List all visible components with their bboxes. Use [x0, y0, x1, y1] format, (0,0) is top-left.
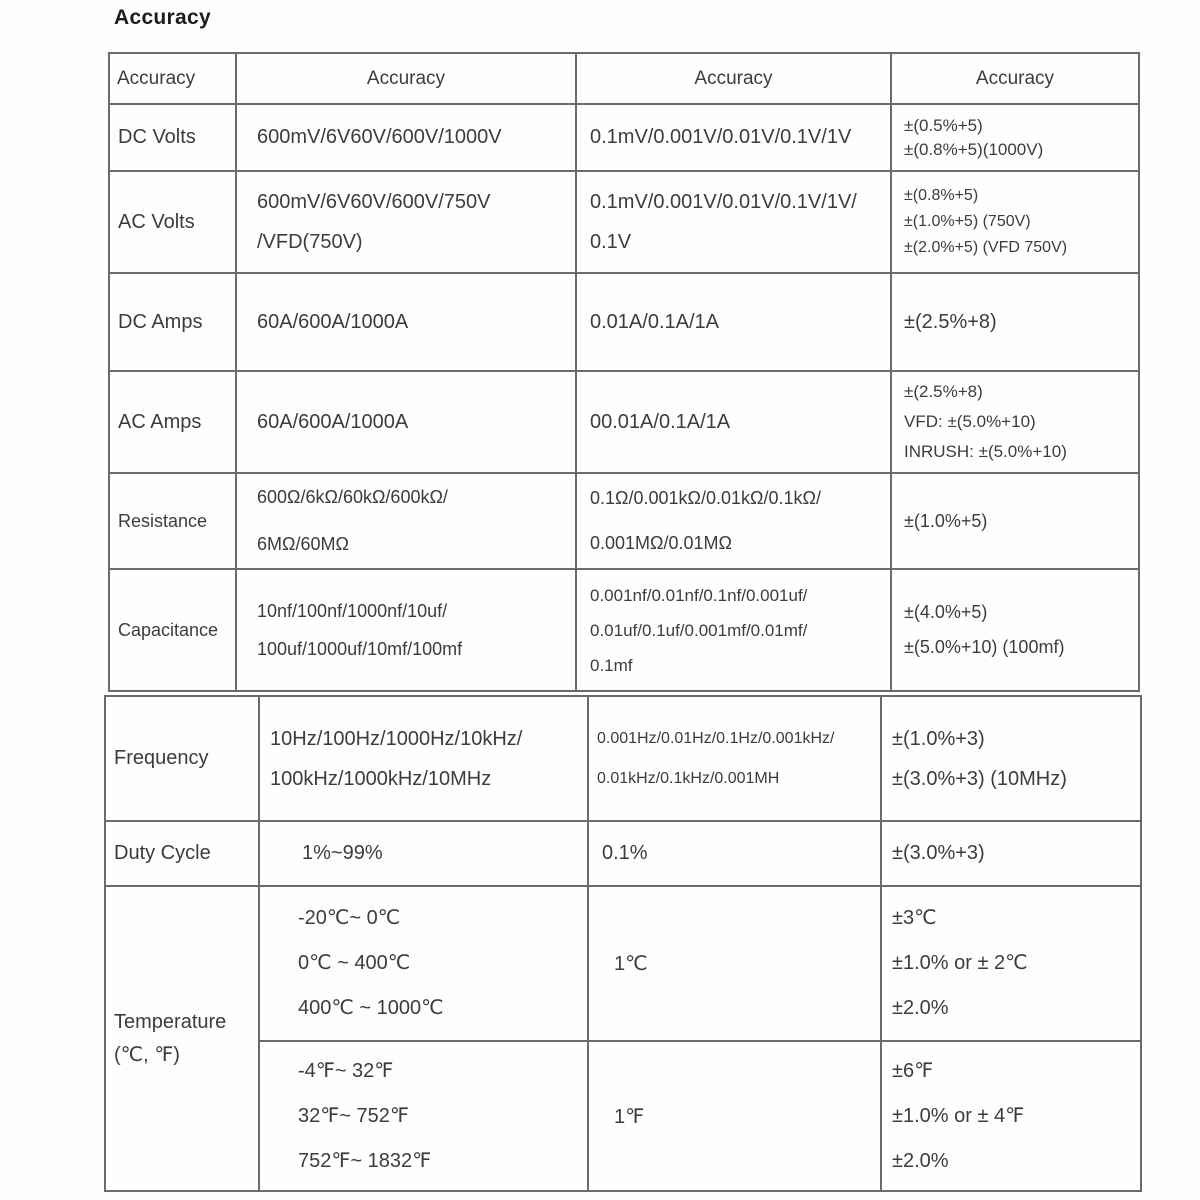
- table-row-temperature-fahrenheit: [105, 1041, 1141, 1191]
- cell-line: -4℉~ 32℉: [298, 1059, 394, 1082]
- frequency-resolution: [588, 696, 881, 821]
- ac-amps-resolution: 00.01A/0.1A/1A: [576, 371, 891, 473]
- table-row-ac-amps: [109, 371, 1139, 473]
- accuracy-table-main: [108, 52, 1140, 692]
- cell-line: 752℉~ 1832℉: [298, 1149, 432, 1172]
- header-cell-range: Accuracy: [236, 53, 576, 104]
- capacitance-range: [236, 569, 576, 691]
- ac-volts-resolution: [576, 171, 891, 273]
- table-row-temperature-celsius: [105, 886, 1141, 1041]
- dc-volts-accuracy: [891, 104, 1139, 171]
- cell-line: ±(0.5%+5): [904, 115, 983, 135]
- temperature-label: [105, 886, 259, 1191]
- duty-cycle-label: Duty Cycle: [105, 821, 259, 886]
- table-row-dc-volts: [109, 104, 1139, 171]
- resistance-range: [236, 473, 576, 569]
- dc-volts-range: 600mV/6V60V/600V/1000V: [236, 104, 576, 171]
- ac-volts-range: [236, 171, 576, 273]
- resistance-resolution: [576, 473, 891, 569]
- accuracy-table-secondary: [104, 695, 1142, 1192]
- temperature-fahrenheit-accuracy: [881, 1041, 1141, 1191]
- cell-line: ±6℉: [892, 1059, 934, 1082]
- cell-line: 0.1mV/0.001V/0.01V/0.1V/1V/: [590, 191, 857, 213]
- table-row-duty-cycle: [105, 821, 1141, 886]
- cell-line: 0.001Hz/0.01Hz/0.1Hz/0.001kHz/: [597, 729, 835, 747]
- cell-line: ±(4.0%+5): [904, 602, 988, 622]
- table-row-frequency: [105, 696, 1141, 821]
- cell-line: ±2.0%: [892, 997, 949, 1019]
- cell-line: ±1.0% or ± 2℃: [892, 952, 1028, 974]
- cell-line: 0℃ ~ 400℃: [298, 952, 411, 974]
- cell-line: INRUSH: ±(5.0%+10): [904, 442, 1067, 461]
- temperature-celsius-resolution: 1℃: [588, 886, 881, 1041]
- table-row-ac-volts: [109, 171, 1139, 273]
- cell-line: 0.001nf/0.01nf/0.1nf/0.001uf/: [590, 585, 808, 605]
- dc-amps-accuracy: ±(2.5%+8): [891, 273, 1139, 371]
- cell-line: ±2.0%: [892, 1149, 949, 1172]
- dc-amps-label: DC Amps: [109, 273, 236, 371]
- duty-cycle-accuracy: ±(3.0%+3): [881, 821, 1141, 886]
- cell-line: 0.01uf/0.1uf/0.001mf/0.01mf/: [590, 620, 808, 640]
- frequency-accuracy: [881, 696, 1141, 821]
- resistance-accuracy: ±(1.0%+5): [891, 473, 1139, 569]
- cell-line: ±(0.8%+5): [904, 187, 979, 204]
- cell-line: (℃, ℉): [114, 1043, 180, 1066]
- cell-line: ±(3.0%+3) (10MHz): [892, 767, 1067, 790]
- cell-line: ±1.0% or ± 4℉: [892, 1104, 1025, 1127]
- capacitance-resolution: [576, 569, 891, 691]
- cell-line: ±(0.8%+5)(1000V): [904, 139, 1044, 159]
- resistance-label: Resistance: [109, 473, 236, 569]
- cell-line: 400℃ ~ 1000℃: [298, 997, 444, 1019]
- cell-line: ±(5.0%+10) (100mf): [904, 637, 1065, 657]
- ac-amps-label: AC Amps: [109, 371, 236, 473]
- duty-cycle-range: 1%~99%: [259, 821, 588, 886]
- cell-line: VFD: ±(5.0%+10): [904, 412, 1036, 431]
- capacitance-accuracy: [891, 569, 1139, 691]
- ac-amps-range: 60A/600A/1000A: [236, 371, 576, 473]
- cell-line: -20℃~ 0℃: [298, 907, 401, 929]
- ac-volts-accuracy: [891, 171, 1139, 273]
- temperature-celsius-range: [259, 886, 588, 1041]
- cell-line: ±(2.5%+8): [904, 382, 983, 401]
- header-cell-function: Accuracy: [109, 53, 236, 104]
- cell-line: 100uf/1000uf/10mf/100mf: [257, 639, 463, 659]
- cell-line: ±3℃: [892, 907, 937, 929]
- cell-line: 6MΩ/60MΩ: [257, 534, 349, 554]
- table-header-row: [109, 53, 1139, 104]
- cell-line: 0.001MΩ/0.01MΩ: [590, 533, 732, 553]
- header-cell-resolution: Accuracy: [576, 53, 891, 104]
- table-row-dc-amps: [109, 273, 1139, 371]
- cell-line: 600mV/6V60V/600V/750V: [257, 191, 491, 213]
- cell-line: ±(1.0%+3): [892, 727, 985, 750]
- duty-cycle-resolution: 0.1%: [588, 821, 881, 886]
- cell-line: 10Hz/100Hz/1000Hz/10kHz/: [270, 727, 523, 750]
- cell-line: ±(1.0%+5) (750V): [904, 213, 1031, 230]
- cell-line: 0.1Ω/0.001kΩ/0.01kΩ/0.1kΩ/: [590, 488, 821, 508]
- cell-line: 0.01kHz/0.1kHz/0.001MH: [597, 769, 780, 787]
- cell-line: 32℉~ 752℉: [298, 1104, 409, 1127]
- cell-line: 600Ω/6kΩ/60kΩ/600kΩ/: [257, 487, 448, 507]
- header-cell-accuracy: Accuracy: [891, 53, 1139, 104]
- page-title: Accuracy: [114, 6, 211, 29]
- capacitance-label: Capacitance: [109, 569, 236, 691]
- cell-line: Temperature: [114, 1010, 227, 1033]
- frequency-label: Frequency: [105, 696, 259, 821]
- cell-line: 10nf/100nf/1000nf/10uf/: [257, 601, 448, 621]
- ac-volts-label: AC Volts: [109, 171, 236, 273]
- dc-volts-resolution: 0.1mV/0.001V/0.01V/0.1V/1V: [576, 104, 891, 171]
- temperature-celsius-accuracy: [881, 886, 1141, 1041]
- table-row-capacitance: [109, 569, 1139, 691]
- cell-line: 0.1V: [590, 231, 632, 253]
- cell-line: ±(2.0%+5) (VFD 750V): [904, 239, 1068, 256]
- cell-line: 0.1mf: [590, 655, 633, 675]
- cell-line: /VFD(750V): [257, 231, 363, 253]
- cell-line: 100kHz/1000kHz/10MHz: [270, 767, 492, 790]
- frequency-range: [259, 696, 588, 821]
- dc-volts-label: DC Volts: [109, 104, 236, 171]
- dc-amps-range: 60A/600A/1000A: [236, 273, 576, 371]
- temperature-fahrenheit-range: [259, 1041, 588, 1191]
- ac-amps-accuracy: [891, 371, 1139, 473]
- temperature-fahrenheit-resolution: 1℉: [588, 1041, 881, 1191]
- dc-amps-resolution: 0.01A/0.1A/1A: [576, 273, 891, 371]
- table-row-resistance: [109, 473, 1139, 569]
